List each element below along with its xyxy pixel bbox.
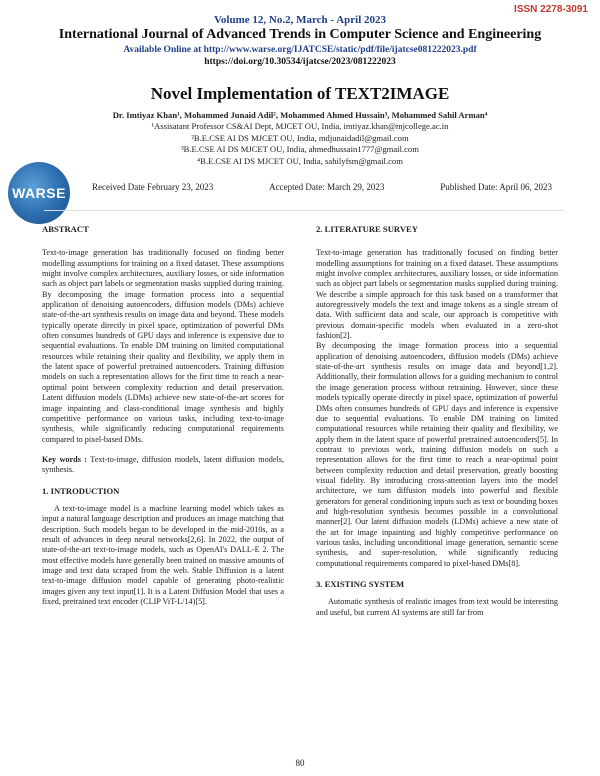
received-date: Received Date February 23, 2023: [92, 182, 214, 192]
warse-logo: [8, 162, 70, 224]
paper-title: Novel Implementation of TEXT2IMAGE: [150, 84, 450, 103]
keywords-label: Key words :: [42, 454, 88, 464]
abstract-heading: ABSTRACT: [42, 224, 89, 234]
journal-header: [0, 14, 600, 67]
affiliation-1: ¹Assisatant Professor CS&AI Dept, MJCET OU, India, imtiyaz.khan@mjcollege.ac.in: [151, 121, 449, 132]
issn-label: ISSN 2278-3091: [514, 4, 588, 15]
keywords: [42, 455, 284, 476]
volume-line: Volume 12, No.2, March - April 2023: [213, 14, 387, 26]
existing-system-text: Automatic synthesis of realistic images from text would be interesting and useful, but current AI systems are still far from: [316, 597, 558, 617]
left-column: [42, 224, 284, 607]
existing-system-heading: 3. EXISTING SYSTEM: [316, 579, 405, 589]
doi-link[interactable]: https://doi.org/10.30534/ijatcse/2023/081222023: [204, 57, 396, 67]
literature-paragraph-1: Text-to-image generation has traditionally focused on finding better modelling assumptions for training on a fixed dataset. These assumptions might involve complex architectures, auxiliary losses, or side information such as object part labels or segmentation masks supplied during training. We describe a simple approach for this task based on a transformer that autoregressively models the text and image tokens as a single stream of data. With sufficient data and scale, our approach is competitive with previous domain-specific models when evaluated in a zero-shot fashion[2].: [316, 248, 558, 341]
keywords-text: Text-to-image, diffusion models, latent diffusion models, synthesis.: [42, 454, 284, 475]
published-date: Published Date: April 06, 2023: [440, 182, 552, 192]
literature-heading: 2. LITERATURE SURVEY: [316, 224, 418, 234]
journal-title: International Journal of Advanced Trends in Computer Science and Engineering: [58, 27, 542, 42]
affiliation-2: ²B.E.CSE AI DS MJCET OU, India, mdjunaidadil@gmail.com: [191, 132, 409, 143]
available-online-link[interactable]: Available Online at http://www.warse.org/IJATCSE/static/pdf/file/ijatcse081222023.pdf: [123, 45, 477, 55]
warse-logo-text: WARSE: [12, 185, 66, 201]
accepted-date: Accepted Date: March 29, 2023: [269, 182, 385, 192]
affiliation-4: ⁴B.E.CSE AI DS MJCET OU, India, sahilyfsm@gmail.com: [197, 155, 403, 166]
affiliation-3: ³B.E.CSE AI DS MJCET OU, India, ahmedhussain1777@gmail.com: [181, 144, 419, 155]
right-column: [316, 224, 558, 618]
authors-line: Dr. Imtiyaz Khan¹, Mohammed Junaid Adil², Mohammed Ahmed Hussain³, Mohammed Sahil Arman⁴: [112, 110, 488, 120]
author-block: [0, 110, 600, 167]
abstract-text: Text-to-image generation has traditionally focused on finding better modelling assumptions for training on a fixed dataset. These assumptions might involve complex architectures, auxiliary losses, or side information such as object part labels or segmentation masks supplied during training. By decomposing the image formation process into a sequential application of denoising autoencoders, diffusion models (DMs) achieve state-of-the-art synthesis results on image data and beyond. These models typically operate directly in pixel space, optimization of powerful DMs often consumes hundreds of GPU days and inference is expensive due to sequential evaluations. To enable DM training on limited computational resources while retaining their quality and flexibility, we apply them in the latent space of powerful pretrained autoencoders. Training diffusion models on such a representation allows for the first time to reach a near-optimal point between complexity reduction and detail preservation. Latent diffusion models (LDMs) achieve new state-of-the-art scores for image inpainting and class-conditional image synthesis and highly competitive performance on various tasks, including text-to-image synthesis, while significantly reducing computational requirements compared to pixel-based DMs.: [42, 248, 284, 444]
page-number: 80: [295, 758, 305, 768]
introduction-heading: 1. INTRODUCTION: [42, 485, 120, 496]
divider: [44, 210, 564, 211]
literature-paragraph-2: By decomposing the image formation process into a sequential application of denoising autoencoders, diffusion models (DMs) achieve state-of-the-art synthesis results on image data and beyond[1,2]. Additionally, their formulation allows for a guiding mechanism to control the image generation process without retraining. However, since these models typically operate directly in pixel space, optimization of powerful DMs often consumes hundreds of GPU days and inference is expensive due to sequential evaluations. To enable DM training on limited computational resources while retaining their quality and flexibility, we apply them in the latent space of powerful pretrained autoencoders[5]. In contrast to previous work, training diffusion models on such a representation allows for the first time to reach a near-optimal point between complexity reduction and detail preservation, greatly boosting visual fidelity. By introducing cross-attention layers into the model architecture, we turn diffusion models into powerful and flexible generators for general conditioning inputs such as text or bounding boxes and high-resolution synthesis becomes possible in a convolutional manner[2]. Our latent diffusion models (LDMs) achieve a new state of the art for image inpainting and highly competitive performance on various tasks, including unconditional image generation, semantic scene synthesis, and super-resolution, while significantly reducing computational requirements compared to pixel-based DMs[8].: [316, 341, 558, 568]
dates-row: [92, 182, 552, 192]
introduction-text: A text-to-image model is a machine learning model which takes as input a natural language description and produces an image matching that description. Such models began to be developed in the mid-2010s, as a result of advances in deep neural networks[2,6]. In 2022, the output of state-of-the-art text-to-image models, such as OpenAI's DALL-E 2. The most effective models have generally been trained on massive amounts of image and text data scraped from the web. Stable Diffusion is a latent text-to-image diffusion model capable of generating photo-realistic images given any text input[1]. It is a Latent Diffusion Model that uses a fixed, pretrained text encoder (CLIP ViT-L/14)[5].: [42, 503, 284, 606]
